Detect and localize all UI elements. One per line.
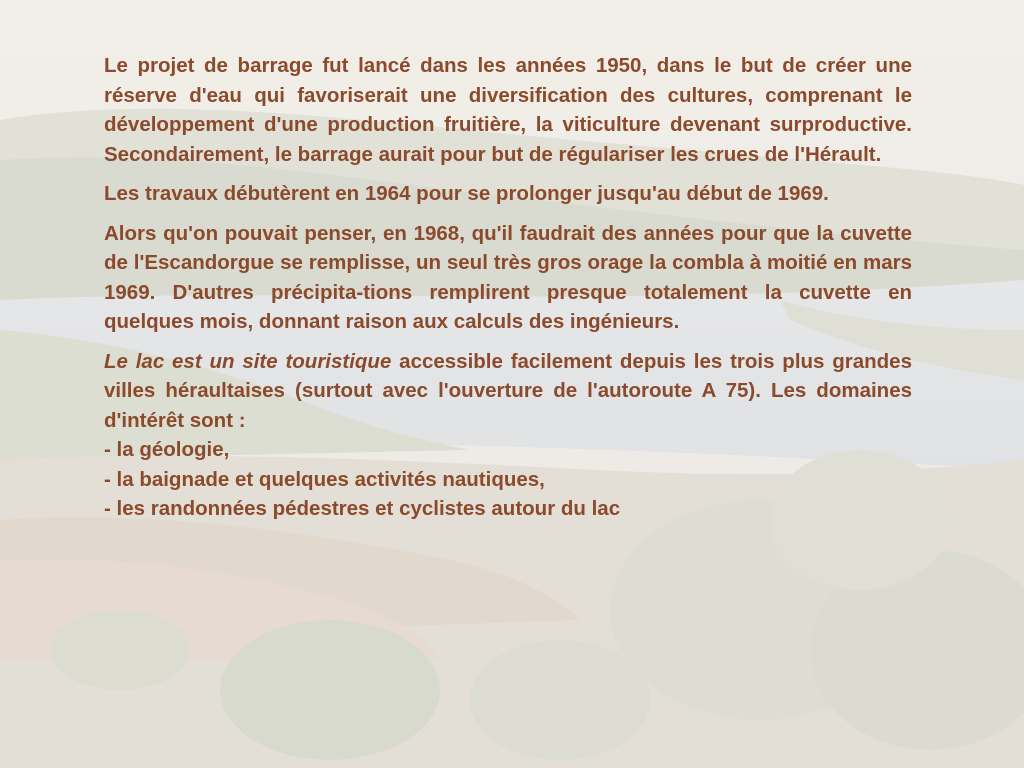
paragraph-construction: Les travaux débutèrent en 1964 pour se prolonger jusqu'au début de 1969. [104, 182, 829, 205]
list-item-hiking: - les randonnées pédestres et cyclistes autour du lac [104, 497, 621, 520]
list-item-geology: - la géologie, [104, 438, 230, 461]
tourism-text: accessible facilement depuis les trois plus grandes villes héraultaises (surtout avec l'ouverture de l'autoroute A 75). Les domaines d'intérêt sont : [104, 349, 912, 432]
paragraph-dam-project: Le projet de barrage fut lancé dans les années 1950, dans le but de créer une réserve d'eau qui favoriserait une diversification des cultures, comprenant le développement d'une production fruitière, la viticulture devenant surproductive. Secondairement, le barrage aurait pour but de régulariser les crues de l'Hérault. [104, 54, 912, 166]
paragraph-tourism [104, 347, 912, 436]
list-item-swimming: - la baignade et quelques activités nautiques, [104, 467, 545, 491]
tourism-heading-italic: Le lac est un site touristique [104, 349, 392, 373]
text-body [104, 51, 912, 524]
paragraph-filling: Alors qu'on pouvait penser, en 1968, qu'il faudrait des années pour que la cuvette de l'Escandorgue se remplisse, un seul très gros orage la combla à moitié en mars 1969. D'autres précipita-tions remplirent presque totalement la cuvette en quelques mois, donnant raison aux calculs des ingénieurs. [104, 221, 912, 333]
